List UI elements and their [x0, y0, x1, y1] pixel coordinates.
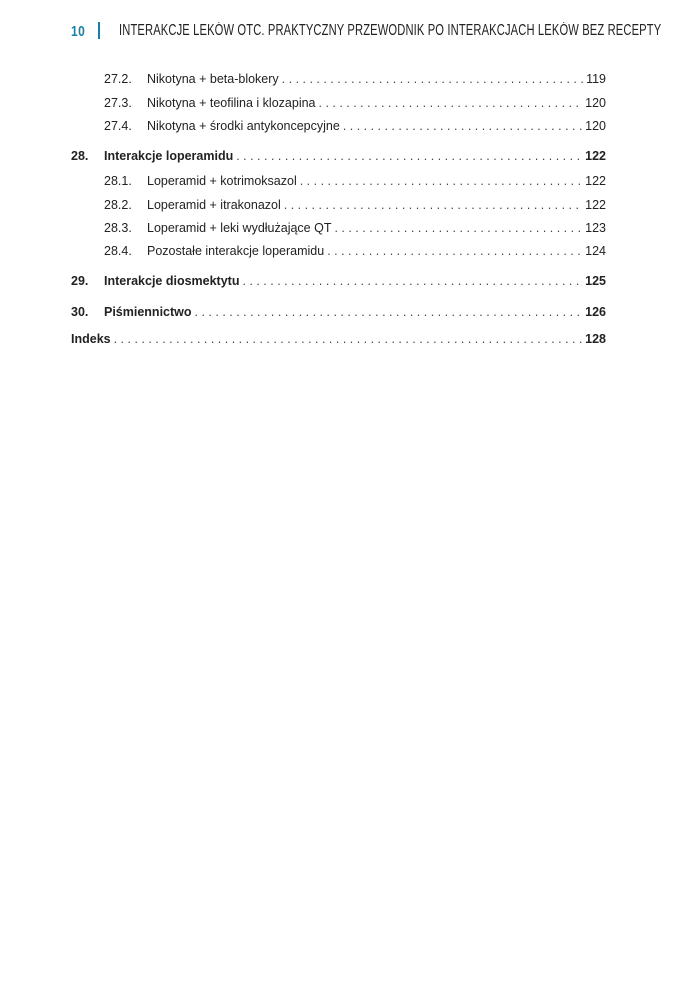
toc-leader-dots: [284, 197, 582, 213]
toc-entry-index[interactable]: [71, 331, 606, 347]
toc-entry-number: 28.: [71, 149, 89, 163]
page-number: 10: [71, 22, 86, 40]
toc-entry[interactable]: [71, 71, 606, 87]
toc-leader-dots: [195, 304, 583, 320]
toc-leader-dots: [242, 273, 582, 289]
toc-entry-page: 119: [586, 72, 606, 86]
toc-entry-page: 122: [585, 149, 606, 163]
toc-entry-page: 120: [585, 119, 606, 133]
toc-leader-dots: [300, 173, 582, 189]
toc-entry-page: 125: [585, 274, 606, 288]
toc-entry-number: 27.2.: [104, 72, 132, 86]
toc-entry[interactable]: [71, 95, 606, 111]
toc-entry-title: Interakcje loperamidu: [104, 149, 234, 163]
header-separator: [98, 22, 100, 39]
toc-entry-page: 122: [585, 174, 606, 188]
toc-entry[interactable]: [71, 118, 606, 134]
toc-leader-dots: [327, 243, 582, 259]
book-title: INTERAKCJE LEKÓW OTC. PRAKTYCZNY PRZEWODNIK PO INTERAKCJACH LEKÓW BEZ RECEPTY: [119, 22, 662, 39]
toc-entry-number: 27.4.: [104, 119, 132, 133]
toc-entry-number: 28.4.: [104, 244, 132, 258]
toc-entry-title: Piśmiennictwo: [104, 305, 192, 319]
toc-entry-title: Loperamid + itrakonazol: [147, 198, 281, 212]
toc-entry[interactable]: [71, 273, 606, 289]
toc-entry[interactable]: [71, 173, 606, 189]
toc-leader-dots: [114, 331, 583, 347]
toc-leader-dots: [236, 148, 582, 164]
toc-entry-title: Nikotyna + beta-blokery: [147, 72, 279, 86]
toc-leader-dots: [282, 71, 583, 87]
toc-entry-page: 126: [585, 305, 606, 319]
toc-entry[interactable]: [71, 304, 606, 320]
toc-entry-page: 123: [585, 221, 606, 235]
toc-entry-title: Interakcje diosmektytu: [104, 274, 240, 288]
toc-entry-title: Nikotyna + teofilina i klozapina: [147, 96, 316, 110]
toc-entry-title: Pozostałe interakcje loperamidu: [147, 244, 325, 258]
toc-entry-page: 128: [585, 332, 606, 346]
toc-entry[interactable]: [71, 220, 606, 236]
toc-entry[interactable]: [71, 243, 606, 259]
toc-entry-number: 28.3.: [104, 221, 132, 235]
toc-entry-number: 27.3.: [104, 96, 132, 110]
toc-entry-title: Loperamid + kotrimoksazol: [147, 174, 297, 188]
toc-entry-number: 30.: [71, 305, 89, 319]
running-header: [71, 19, 662, 43]
toc-entry-title: Nikotyna + środki antykoncepcyjne: [147, 119, 340, 133]
toc-entry-page: 120: [585, 96, 606, 110]
toc-entry-page: 122: [585, 198, 606, 212]
toc-leader-dots: [343, 118, 582, 134]
toc-entry-title: Indeks: [71, 332, 111, 346]
toc-entry[interactable]: [71, 148, 606, 164]
toc-leader-dots: [334, 220, 582, 236]
toc-entry-number: 28.1.: [104, 174, 132, 188]
toc-entry[interactable]: [71, 197, 606, 213]
toc-entry-number: 28.2.: [104, 198, 132, 212]
toc-leader-dots: [319, 95, 583, 111]
toc-entry-number: 29.: [71, 274, 89, 288]
toc-entry-title: Loperamid + leki wydłużające QT: [147, 221, 332, 235]
toc-entry-page: 124: [585, 244, 606, 258]
